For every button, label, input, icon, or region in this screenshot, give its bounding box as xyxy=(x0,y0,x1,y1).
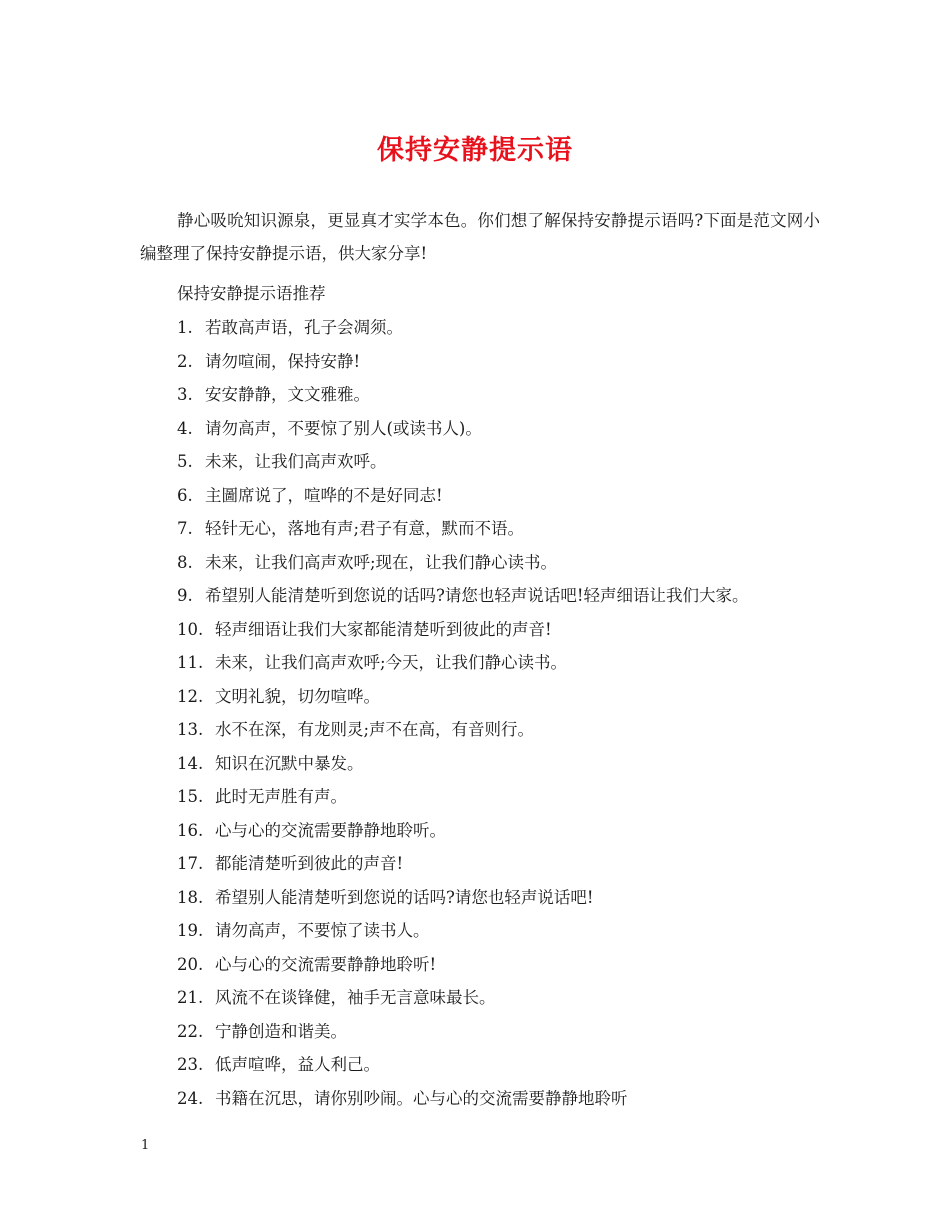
tip-number: 17. xyxy=(177,854,204,873)
tip-item xyxy=(177,479,827,513)
intro-paragraph: 静心吸吮知识源泉，更显真才实学本色。你们想了解保持安静提示语吗?下面是范文网小编整理了保持安静提示语，供大家分享! xyxy=(140,211,820,263)
document-title: 保持安静提示语 xyxy=(377,135,573,166)
tip-text: 都能清楚听到彼此的声音! xyxy=(215,854,404,873)
tip-item xyxy=(177,948,827,982)
tip-text: 此时无声胜有声。 xyxy=(215,787,347,806)
tip-item xyxy=(177,1015,827,1049)
tip-number: 21. xyxy=(177,988,204,1007)
tip-number: 1. xyxy=(177,318,193,337)
tip-text: 未来，让我们高声欢呼;今天，让我们静心读书。 xyxy=(215,653,568,672)
tip-text: 心与心的交流需要静静地聆听。 xyxy=(215,820,446,840)
tip-text: 未来，让我们高声欢呼。 xyxy=(205,452,387,471)
tip-text: 宁静创造和谐美。 xyxy=(215,1021,347,1041)
tip-item xyxy=(177,579,827,613)
tip-text: 低声喧哗，益人利己。 xyxy=(215,1055,380,1074)
tip-item xyxy=(177,311,827,345)
tip-text: 未来，让我们高声欢呼;现在，让我们静心读书。 xyxy=(205,552,558,572)
tip-text: 希望别人能清楚听到您说的话吗?请您也轻声说话吧!轻声细语让我们大家。 xyxy=(205,586,749,605)
tip-text: 书籍在沉思，请你别吵闹。心与心的交流需要静静地聆听 xyxy=(215,1088,628,1108)
tip-text: 风流不在谈锋健，袖手无言意味最长。 xyxy=(215,988,496,1007)
tip-number: 19. xyxy=(177,921,204,940)
tip-text: 水不在深，有龙则灵;声不在高，有音则行。 xyxy=(215,720,535,739)
tip-number: 4. xyxy=(177,418,193,438)
tip-text: 心与心的交流需要静静地聆听! xyxy=(215,954,437,974)
tip-number: 10. xyxy=(177,619,204,639)
tip-text: 安安静静，文文雅雅。 xyxy=(205,385,370,404)
tip-number: 9. xyxy=(177,586,193,605)
tip-number: 6. xyxy=(177,485,193,505)
tip-number: 16. xyxy=(177,820,204,840)
tip-number: 18. xyxy=(177,887,204,907)
tip-number: 7. xyxy=(177,519,193,538)
tip-number: 24. xyxy=(177,1088,204,1108)
tip-item xyxy=(177,378,827,412)
tip-text: 希望别人能清楚听到您说的话吗?请您也轻声说话吧! xyxy=(215,887,594,907)
tip-number: 23. xyxy=(177,1055,204,1074)
tip-text: 文明礼貌，切勿喧哗。 xyxy=(215,686,380,706)
tip-number: 8. xyxy=(177,552,193,572)
tip-number: 2. xyxy=(177,351,193,371)
tip-number: 5. xyxy=(177,452,193,471)
tip-number: 12. xyxy=(177,686,204,706)
tip-item xyxy=(177,981,827,1015)
tip-item xyxy=(177,914,827,948)
tip-item xyxy=(177,780,827,814)
page-number: 1 xyxy=(141,1138,150,1153)
tip-text: 主圖席说了，喧哗的不是好同志! xyxy=(205,485,443,505)
tip-item xyxy=(177,713,827,747)
tip-item xyxy=(177,747,827,781)
tip-text: 请勿喧闹，保持安静! xyxy=(205,351,361,371)
tip-item xyxy=(177,613,827,647)
tip-number: 11. xyxy=(177,653,204,672)
tip-text: 请勿高声，不要惊了读书人。 xyxy=(215,921,430,940)
tip-item xyxy=(177,1082,827,1116)
tip-number: 15. xyxy=(177,787,204,806)
tip-number: 22. xyxy=(177,1021,204,1041)
tip-number: 3. xyxy=(177,385,193,404)
tip-item xyxy=(177,1048,827,1082)
tips-list xyxy=(177,311,827,1115)
tip-item xyxy=(177,445,827,479)
tip-item xyxy=(177,546,827,580)
tip-item xyxy=(177,412,827,446)
tip-text: 请勿高声，不要惊了别人(或读书人)。 xyxy=(205,418,482,438)
tip-item xyxy=(177,646,827,680)
tip-item xyxy=(177,512,827,546)
tip-item xyxy=(177,345,827,379)
tip-text: 轻针无心，落地有声;君子有意，默而不语。 xyxy=(205,519,525,538)
tip-text: 知识在沉默中暴发。 xyxy=(215,753,364,773)
tip-text: 轻声细语让我们大家都能清楚听到彼此的声音! xyxy=(215,619,552,639)
tip-number: 20. xyxy=(177,954,204,974)
tip-item xyxy=(177,814,827,848)
tip-item xyxy=(177,881,827,915)
tip-number: 14. xyxy=(177,753,204,773)
tip-item xyxy=(177,680,827,714)
tip-item xyxy=(177,847,827,881)
tip-text: 若敢高声语，孔子会凋须。 xyxy=(205,318,403,337)
tip-number: 13. xyxy=(177,720,204,739)
section-heading: 保持安静提示语推荐 xyxy=(177,284,326,303)
